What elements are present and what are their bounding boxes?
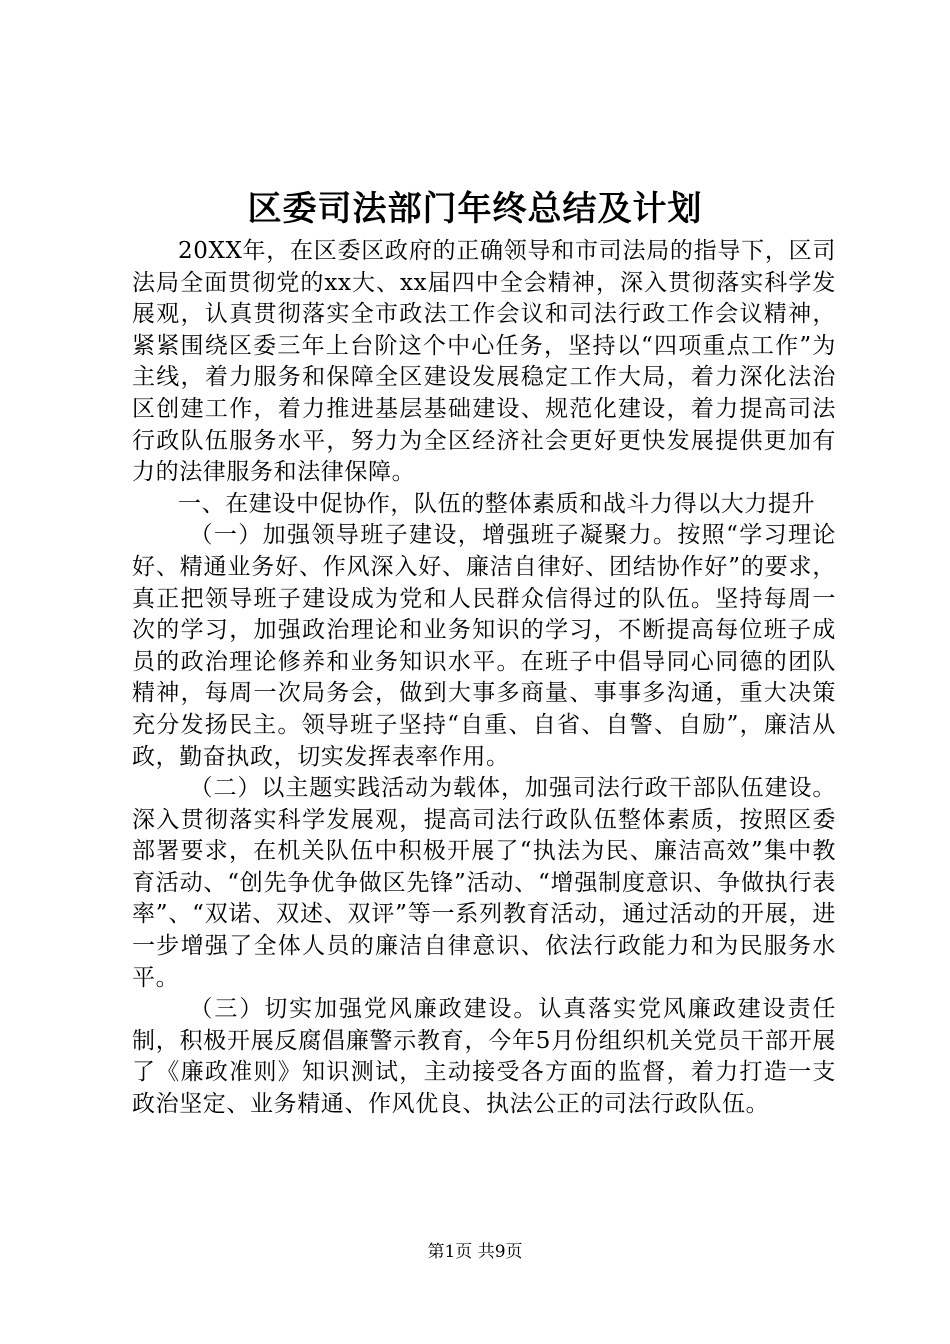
document-title: 区委司法部门年终总结及计划 bbox=[247, 189, 703, 229]
intro-paragraph: 20XX年，在区委区政府的正确领导和市司法局的指导下，区司法局全面贯彻党的xx大、xx届四中全会精神，深入贯彻落实科学发展观，认真贯彻落实全市政法工作会议和司法行政工作会议精神，紧紧围绕区委三年上台阶这个中心任务，坚持以“四项重点工作”为主线，着力服务和保障全区建设发展稳定工作大局，着力深化法治区创建工作，着力推进基层基础建设、规范化建设，着力提高司法行政队伍服务水平，努力为全区经济社会更好更快发展提供更加有力的法律服务和法律保障。 bbox=[132, 238, 836, 486]
document-body bbox=[132, 236, 836, 1121]
page-number-footer: 第1页 共9页 bbox=[427, 1242, 523, 1262]
subsection-paragraph-1: （一）加强领导班子建设，增强班子凝聚力。按照“学习理论好、精通业务好、作风深入好、廉洁自律好、团结协作好”的要求，真正把领导班子建设成为党和人民群众信得过的队伍。坚持每周一次的学习，加强政治理论和业务知识的学习，不断提高每位班子成员的政治理论修养和业务知识水平。在班子中倡导同心同德的团队精神，每周一次局务会，做到大事多商量、事事多沟通，重大决策充分发扬民主。领导班子坚持“自重、自省、自警、自励”，廉洁从政，勤奋执政，切实发挥表率作用。 bbox=[132, 522, 836, 770]
subsection-paragraph-3: （三）切实加强党风廉政建设。认真落实党风廉政建设责任制，积极开展反腐倡廉警示教育，今年5月份组织机关党员干部开展了《廉政准则》知识测试，主动接受各方面的监督，着力打造一支政治坚定、业务精通、作风优良、执法公正的司法行政队伍。 bbox=[132, 996, 836, 1118]
section-heading: 一、在建设中促协作，队伍的整体素质和战斗力得以大力提升 bbox=[178, 490, 816, 517]
subsection-paragraph-2: （二）以主题实践活动为载体，加强司法行政干部队伍建设。深入贯彻落实科学发展观，提高司法行政队伍整体素质，按照区委部署要求，在机关队伍中积极开展了“执法为民、廉洁高效”集中教育活动、“创先争优争做区先锋”活动、“增强制度意识、争做执行表率”、“双诺、双述、双评”等一系列教育活动，通过活动的开展，进一步增强了全体人员的廉洁自律意识、依法行政能力和为民服务水平。 bbox=[132, 775, 836, 991]
